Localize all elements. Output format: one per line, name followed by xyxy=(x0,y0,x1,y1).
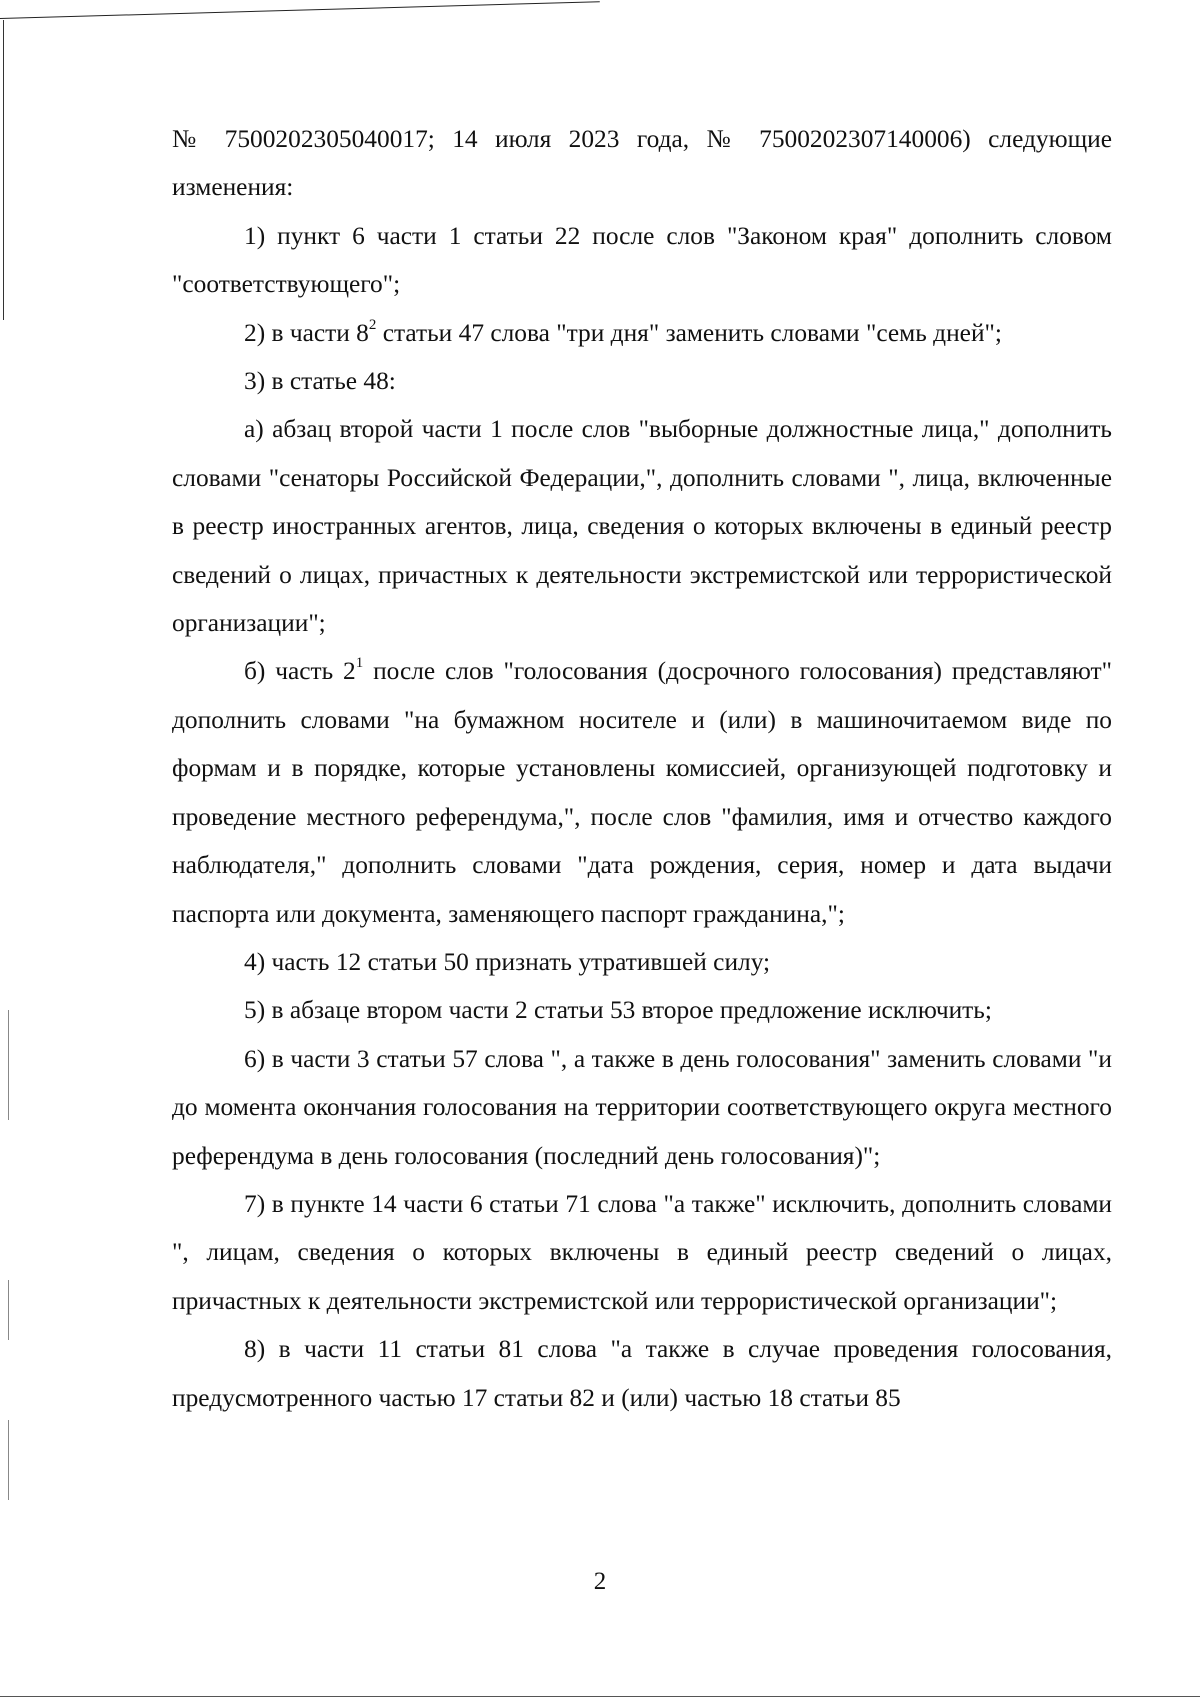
paragraph-item-3a: а) абзац второй части 1 после слов "выборные должностные лица," дополнить словами "сенаторы Российской Федерации,", дополнить словами ", лица, включенные в реестр иностранных агентов, лица, сведения о которых включены в единый реестр сведений о лицах, причастных к деятельности экстремистской или террористической организации"; xyxy=(172,415,1112,638)
paragraph-item-4: 4) часть 12 статьи 50 признать утратившей силу; xyxy=(244,947,771,976)
superscript: 1 xyxy=(355,655,364,672)
paragraph-item-2: 2) в части $8^2$ статьи 47 слова "три дня" заменить словами "семь дней"; xyxy=(244,316,1002,347)
paragraph-item-5: 5) в абзаце втором части 2 статьи 53 второе предложение исключить; xyxy=(244,996,992,1025)
superscript: 2 xyxy=(368,316,377,333)
document-body xyxy=(172,115,1112,1422)
paragraph-item-3: 3) в статье 48: xyxy=(244,367,396,396)
paragraph-continuation: № 7500202305040017; 14 июля 2023 года, № 7500202307140006) следующие изменения: xyxy=(172,125,1112,202)
paragraph-item-6: 6) в части 3 статьи 57 слова ", а также в день голосования" заменить словами "и до момента окончания голосования на территории соответствующего округа местного референдума в день голосования (последний день голосования)"; xyxy=(172,1044,1112,1170)
paragraph-item-1: 1) пункт 6 части 1 статьи 22 после слов "Законом края" дополнить словом "соответствующего"; xyxy=(172,221,1112,299)
paragraph-item-8: 8) в части 11 статьи 81 слова "а также в случае проведения голосования, предусмотренного частью 17 статьи 82 и (или) частью 18 статьи 85 xyxy=(172,1335,1112,1412)
page-number: 2 xyxy=(593,1568,607,1595)
scan-edge-bottom xyxy=(0,1696,1200,1697)
paragraph-item-3b: б) часть $2^1$ после слов "голосования (досрочного голосования) представляют" дополнить словами "на бумажном носителе и (или) в машиночитаемом виде по формам и в порядке, которые установлены комиссией, организующей подготовку и проведение местного референдума,", после слов "фамилия, имя и отчество каждого наблюдателя," дополнить словами "дата рождения, серия, номер и дата выдачи паспорта или документа, заменяющего паспорт гражданина,"; xyxy=(172,655,1112,928)
paragraph-item-7: 7) в пункте 14 части 6 статьи 71 слова "а также" исключить, дополнить словами ", лицам, сведения о которых включены в единый реестр сведений о лицах, причастных к деятельности экстремистской или террористической организации"; xyxy=(172,1189,1112,1315)
scan-edge-left xyxy=(3,20,4,320)
scan-edge-top xyxy=(0,1,600,19)
